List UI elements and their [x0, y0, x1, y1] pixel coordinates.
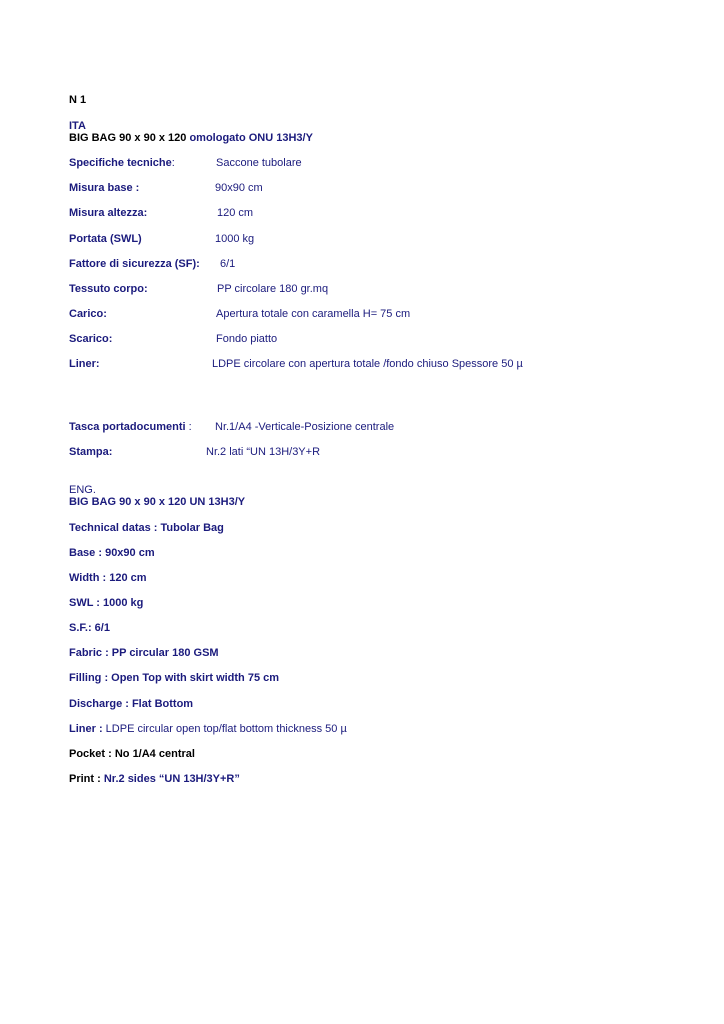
eng-width: Width : 120 cm	[69, 572, 147, 584]
eng-pocket: Pocket : No 1/A4 central	[69, 748, 195, 760]
eng-liner	[69, 723, 347, 736]
eng-technical: Technical datas : Tubolar Bag	[69, 522, 224, 534]
spec-label-tessuto: Tessuto corpo:	[69, 283, 148, 295]
spec-label-carico: Carico:	[69, 308, 107, 320]
spec-label-misura-altezza: Misura altezza:	[69, 207, 148, 219]
spec-label-liner: Liner:	[69, 358, 100, 370]
spec-label-scarico: Scarico:	[69, 333, 113, 345]
spec-value-misura-base: 90x90 cm	[215, 182, 263, 194]
ita-product-title	[69, 132, 313, 145]
spec-label-specifiche	[69, 157, 175, 170]
eng-print	[69, 773, 240, 786]
spec-label-stampa: Stampa:	[69, 446, 113, 458]
spec-label-text: Specifiche tecniche	[69, 157, 172, 169]
eng-liner-label: Liner :	[69, 723, 106, 735]
spec-value-misura-altezza: 120 cm	[217, 207, 254, 219]
spec-value-specifiche: Saccone tubolare	[216, 157, 302, 169]
spec-value-fattore: 6/1	[220, 258, 236, 270]
spec-value-scarico: Fondo piatto	[216, 333, 278, 345]
spec-value-tasca: Nr.1/A4 -Verticale-Posizione centrale	[215, 421, 395, 433]
ita-title-prefix: BIG BAG 90 x 90 x 120	[69, 132, 190, 144]
spec-value-tessuto: PP circolare 180 gr.mq	[217, 283, 329, 295]
eng-fabric: Fabric : PP circular 180 GSM	[69, 647, 219, 659]
eng-liner-value: LDPE circular open top/flat bottom thickness 50 µ	[105, 723, 347, 735]
ita-title-suffix: omologato ONU 13H3/Y	[189, 132, 313, 144]
eng-discharge: Discharge : Flat Bottom	[69, 698, 194, 710]
eng-print-value: Nr.2 sides “UN 13H/3Y+R”	[103, 773, 240, 785]
spec-label-text: Tasca portadocumenti	[69, 421, 186, 433]
eng-product-title: BIG BAG 90 x 90 x 120 UN 13H3/Y	[69, 496, 246, 508]
spec-label-sep: :	[171, 157, 175, 169]
eng-lang-heading: ENG.	[69, 484, 96, 496]
eng-base: Base : 90x90 cm	[69, 547, 155, 559]
spec-label-portata: Portata (SWL)	[69, 233, 142, 245]
ita-lang-heading: ITA	[69, 120, 86, 132]
eng-print-label: Print :	[69, 773, 104, 785]
spec-value-liner: LDPE circolare con apertura totale /fondo chiuso Spessore 50 µ	[212, 358, 523, 370]
spec-value-carico: Apertura totale con caramella H= 75 cm	[216, 308, 411, 320]
spec-label-misura-base: Misura base :	[69, 182, 140, 194]
eng-sf: S.F.: 6/1	[69, 622, 110, 634]
doc-number: N 1	[69, 94, 87, 106]
spec-value-stampa: Nr.2 lati “UN 13H/3Y+R	[206, 446, 321, 458]
spec-value-portata: 1000 kg	[215, 233, 255, 245]
eng-swl: SWL : 1000 kg	[69, 597, 144, 609]
spec-label-tasca	[69, 421, 192, 434]
eng-filling: Filling : Open Top with skirt width 75 cm	[69, 672, 280, 684]
spec-label-fattore: Fattore di sicurezza (SF):	[69, 258, 200, 270]
spec-label-sep: :	[185, 421, 192, 433]
